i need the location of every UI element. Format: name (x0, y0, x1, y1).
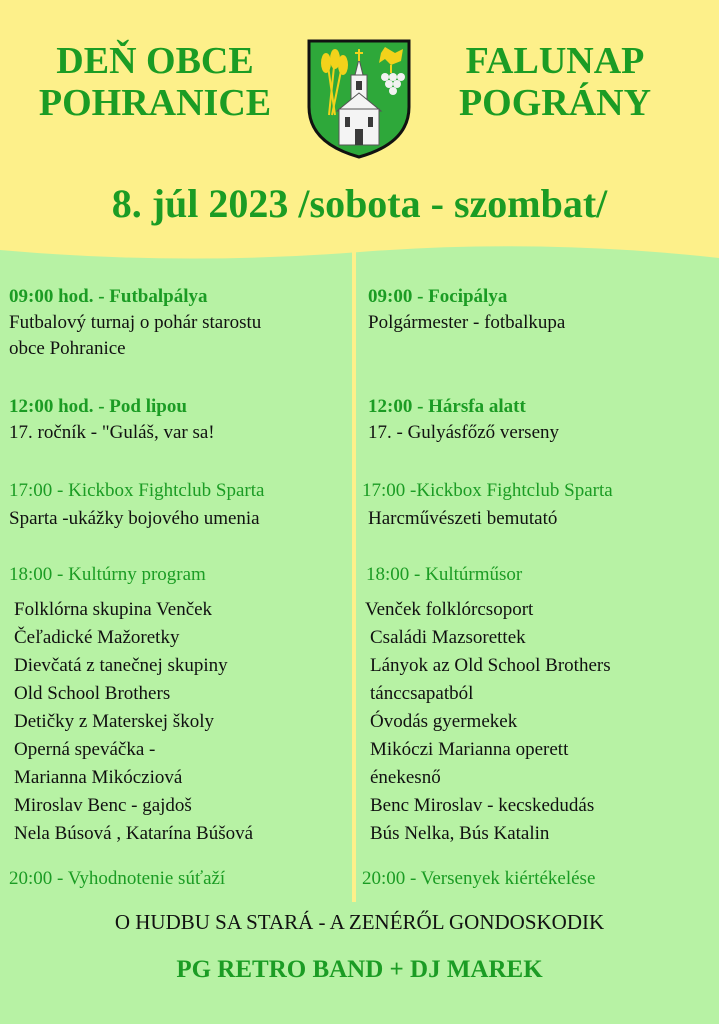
left-title (30, 40, 280, 124)
right-program-item: Benc Miroslav - kecskedudás (370, 795, 595, 816)
right-football-line: Polgármester - fotbalkupa (368, 312, 566, 333)
left-goulash-heading: 12:00 hod. - Pod lipou (9, 396, 187, 417)
right-kickbox-line: Harcművészeti bemutató (368, 508, 558, 529)
left-title-line-1: DEŇ OBCE (56, 40, 254, 82)
left-football-line-1: Futbalový turnaj o pohár starostu (9, 312, 262, 333)
right-title (430, 40, 680, 124)
left-kickbox-line: Sparta -ukážky bojového umenia (9, 508, 260, 529)
left-program-item: Dievčatá z tanečnej skupiny (14, 655, 228, 676)
right-program-item: Bús Nelka, Bús Katalin (370, 823, 550, 844)
left-football-heading: 09:00 hod. - Futbalpálya (9, 286, 208, 307)
right-program-item: Lányok az Old School Brothers (370, 655, 611, 676)
left-program-heading: 18:00 - Kultúrny program (9, 564, 206, 585)
right-program-item: Családi Mazsorettek (370, 627, 526, 648)
left-program-item: Miroslav Benc - gajdoš (14, 795, 192, 816)
event-date: 8. júl 2023 /sobota - szombat/ (111, 181, 608, 226)
right-program-item: énekesnő (370, 767, 441, 788)
right-evaluation-heading: 20:00 - Versenyek kiértékelése (362, 868, 596, 889)
left-program-item: Nela Búsová , Katarína Búšová (14, 823, 254, 844)
right-program-item: tánccsapatból (370, 683, 474, 704)
left-program-item: Folklórna skupina Venček (14, 599, 213, 620)
left-program-item: Operná speváčka - (14, 739, 156, 760)
coat-of-arms-icon (305, 37, 413, 161)
right-program-item: Venček folklórcsoport (365, 599, 534, 620)
right-program-heading: 18:00 - Kultúrműsor (366, 564, 523, 585)
left-program-item: Old School Brothers (14, 683, 171, 704)
right-program-item: Mikóczi Marianna operett (370, 739, 569, 760)
left-kickbox-heading: 17:00 - Kickbox Fightclub Sparta (9, 480, 265, 501)
left-football-line-2: obce Pohranice (9, 338, 126, 359)
column-divider (352, 252, 356, 902)
right-title-line-1: FALUNAP (465, 40, 645, 82)
left-goulash-line: 17. ročník - "Guláš, var sa! (9, 422, 215, 443)
right-kickbox-heading: 17:00 -Kickbox Fightclub Sparta (362, 480, 613, 501)
music-note: O HUDBU SA STARÁ - A ZENÉRŐL GONDOSKODIK (114, 910, 605, 934)
left-program-item: Čeľadické Mažoretky (14, 627, 180, 648)
left-program-item: Detičky z Materskej školy (14, 711, 214, 732)
right-program-item: Óvodás gyermekek (370, 711, 518, 732)
left-title-line-2: POHRANICE (38, 82, 272, 124)
left-evaluation-heading: 20:00 - Vyhodnotenie súťaží (9, 868, 226, 889)
right-football-heading: 09:00 - Focipálya (368, 286, 508, 307)
right-title-line-2: POGRÁNY (458, 82, 652, 124)
right-goulash-line: 17. - Gulyásfőző verseny (368, 422, 560, 443)
left-program-item: Marianna Mikócziová (14, 767, 183, 788)
right-goulash-heading: 12:00 - Hársfa alatt (368, 396, 526, 417)
band-name: PG RETRO BAND + DJ MAREK (176, 956, 543, 983)
